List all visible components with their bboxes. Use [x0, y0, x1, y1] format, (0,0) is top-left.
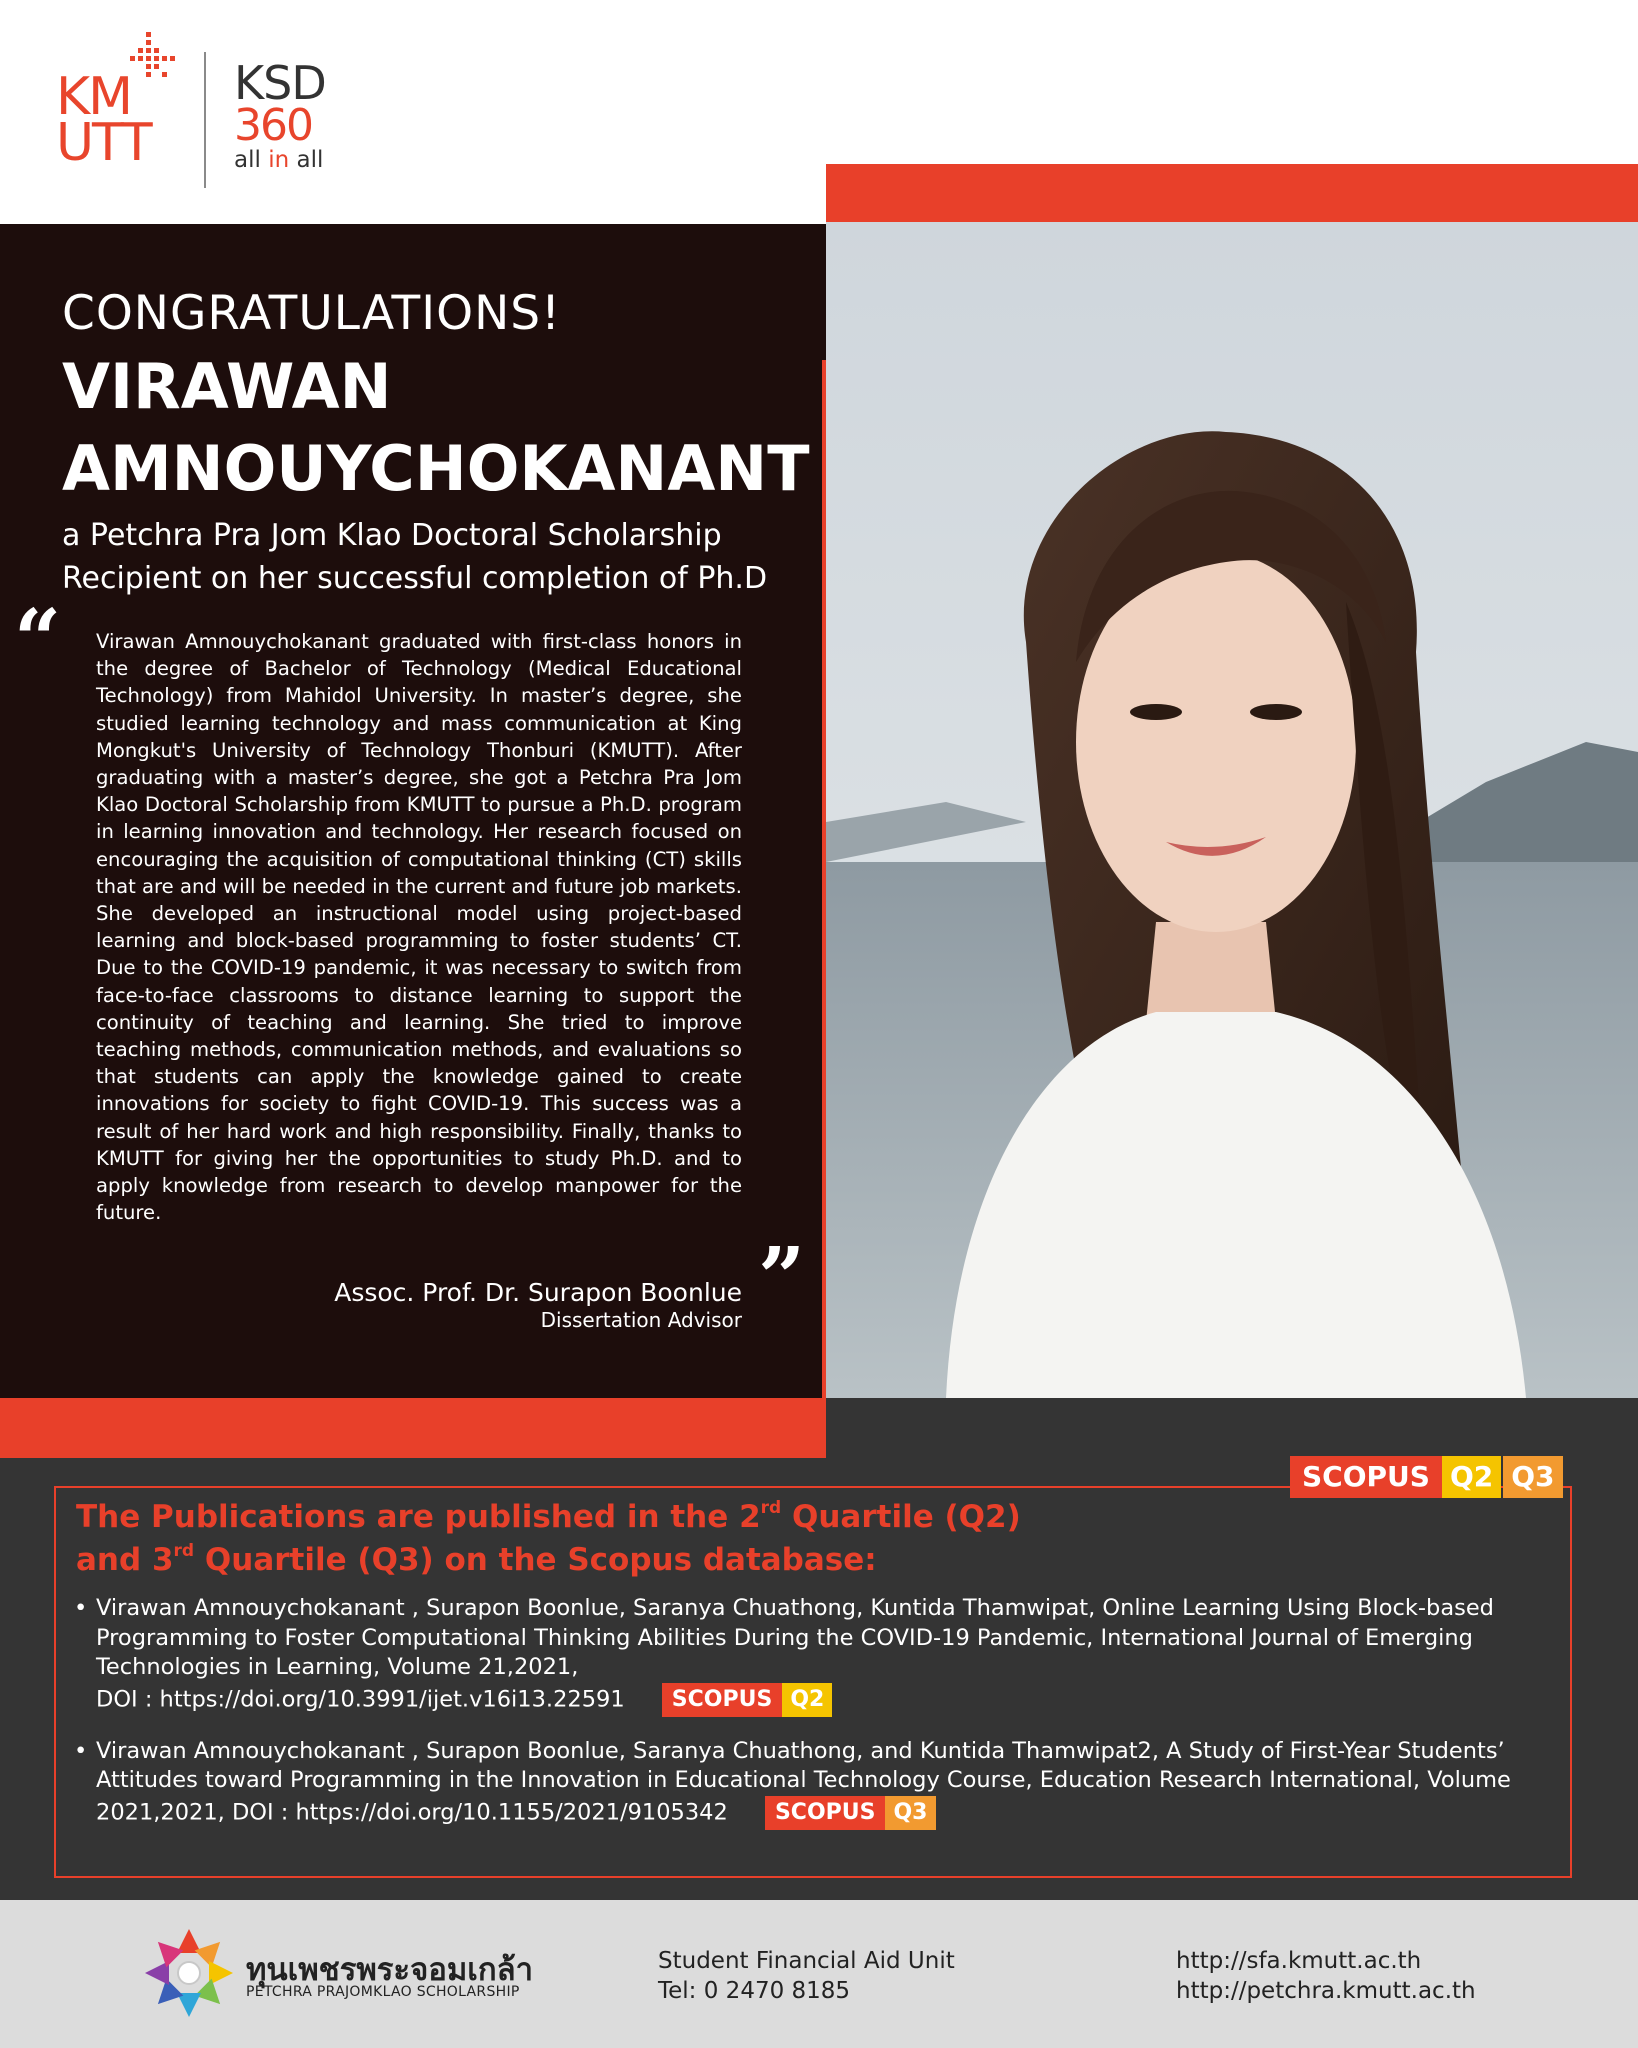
footer-links	[1176, 1946, 1476, 2006]
publication-item-1	[74, 1594, 1558, 1717]
kmutt-wordmark-line2: UTT	[56, 113, 151, 173]
unit-phone: Tel: 0 2470 8185	[658, 1978, 851, 2004]
kmutt-logo	[56, 30, 186, 173]
photo-illustration	[826, 222, 1638, 1398]
close-quote-icon: ”	[758, 1230, 806, 1326]
bullet-icon: •	[74, 1595, 88, 1621]
scholarship-english-name: PETCHRA PRAJOMKLAO SCHOLARSHIP	[246, 1984, 520, 2000]
subtitle-line1: a Petchra Pra Jom Klao Doctoral Scholarship	[62, 518, 722, 553]
ksd-tagline-word3: all	[296, 147, 324, 173]
ksd-title: KSD	[234, 56, 326, 110]
quartile-label: Q2	[782, 1683, 832, 1717]
publications-heading-line1	[76, 1496, 1176, 1539]
publication-item-2	[74, 1737, 1558, 1830]
testimonial-body: Virawan Amnouychokanant graduated with first-class honors in the degree of Bachelor of Technology (Medical Educational Technology) from Mahidol University. In master’s degree, she studied learning technology and mass communication at King Mongkut's University of Technology Thonburi (KMUTT). After graduating with a master’s degree, she got a Petchra Pra Jom Klao Doctoral Scholarship from KMUTT to pursue a Ph.D. program in learning innovation and technology. Her research focused on encouraging the acquisition of computational thinking (CT) skills that are and will be needed in the current and future job markets. She developed an instructional model using project-based learning and block-based programming to foster students’ CT. Due to the COVID-19 pandemic, it was necessary to switch from face-to-face classrooms to distance learning to support the continuity of teaching and learning. She tried to improve teaching methods, communication methods, and evaluations so that students can apply the knowledge gained to create innovations for society to fight COVID-19. This success was a result of her hard work and high responsibility. Finally, thanks to KMUTT for giving her the opportunities to study Ph.D. and to apply knowledge from research to develop manpower for the future.	[96, 630, 742, 1225]
congrats-heading: CONGRATULATIONS!	[62, 286, 561, 341]
kmutt-wordmark-line1: KM	[56, 67, 131, 127]
top-accent-bar	[826, 164, 1638, 222]
publication-1-citation: Virawan Amnouychokanant , Surapon Boonlue, Saranya Chuathong, Kuntida Thamwipat, Online Learning Using Block-based Programming to Foster Computational Thinking Abilities During the COVID-19 Pandemic, International Journal of Emerging Technologies in Learning, Volume 21,2021,	[96, 1595, 1494, 1680]
advisor-name: Assoc. Prof. Dr. Surapon Boonlue	[334, 1278, 742, 1307]
recipient-name-line1: VIRAWAN	[62, 350, 392, 423]
heading-sup-1: rd	[760, 1498, 782, 1518]
publication-1-scopus-badge	[662, 1683, 833, 1717]
advisor-role: Dissertation Advisor	[540, 1308, 742, 1332]
ksd-number: 360	[234, 100, 312, 151]
heading-text-3: and 3	[76, 1542, 174, 1578]
recipient-photo	[826, 222, 1638, 1398]
publications-heading-line2	[76, 1539, 1176, 1582]
petchra-scholarship-logo-icon	[142, 1926, 236, 2020]
scopus-label: SCOPUS	[1290, 1456, 1442, 1498]
scopus-q2-q3-badge	[1290, 1456, 1563, 1498]
heading-sup-2: rd	[173, 1541, 195, 1561]
publication-2-citation: Virawan Amnouychokanant , Surapon Boonlue, Saranya Chuathong, and Kuntida Thamwipat2, A Study of First-Year Students’ Attitudes toward Programming in the Innovation in Educational Technology Course, Education Research International, Volume 2021,2021, DOI : https://doi.org/10.1155/2021/9105342	[96, 1737, 1511, 1825]
footer-contact	[658, 1946, 955, 2006]
publications-list	[74, 1594, 1558, 1850]
ksd-tagline	[234, 146, 374, 174]
subtitle-line2: Recipient on her successful completion of Ph.D	[62, 561, 768, 596]
open-quote-icon: “	[14, 592, 62, 688]
scopus-label: SCOPUS	[662, 1683, 783, 1717]
scholarship-thai-name: ทุนเพชรพระจอมเกล้า	[246, 1952, 534, 1988]
header-divider	[204, 52, 206, 188]
lower-accent-bar	[0, 1398, 826, 1458]
link-petchra[interactable]: http://petchra.kmutt.ac.th	[1176, 1978, 1476, 2004]
ksd-tagline-word2: in	[268, 147, 290, 173]
recipient-subtitle	[62, 514, 802, 600]
ksd-tagline-word1: all	[234, 147, 261, 173]
scopus-label: SCOPUS	[765, 1796, 886, 1830]
quartile-label: Q3	[885, 1796, 935, 1830]
q3-label: Q3	[1503, 1456, 1562, 1498]
q2-label: Q2	[1442, 1456, 1501, 1498]
heading-text-1: The Publications are published in the 2	[76, 1499, 761, 1535]
recipient-name-line2: AMNOUYCHOKANANT	[62, 432, 810, 505]
ksd360-logo	[234, 56, 374, 190]
publications-heading	[76, 1496, 1176, 1582]
publication-2-scopus-badge	[765, 1796, 936, 1830]
kmutt-wordmark	[56, 67, 151, 173]
unit-name: Student Financial Aid Unit	[658, 1948, 955, 1974]
heading-text-2: Quartile (Q2)	[781, 1499, 1021, 1535]
link-sfa[interactable]: http://sfa.kmutt.ac.th	[1176, 1948, 1422, 1974]
publication-1-doi[interactable]: DOI : https://doi.org/10.3991/ijet.v16i13.22591	[96, 1686, 625, 1712]
heading-text-4: Quartile (Q3) on the Scopus database:	[194, 1542, 877, 1578]
bullet-icon: •	[74, 1737, 88, 1764]
